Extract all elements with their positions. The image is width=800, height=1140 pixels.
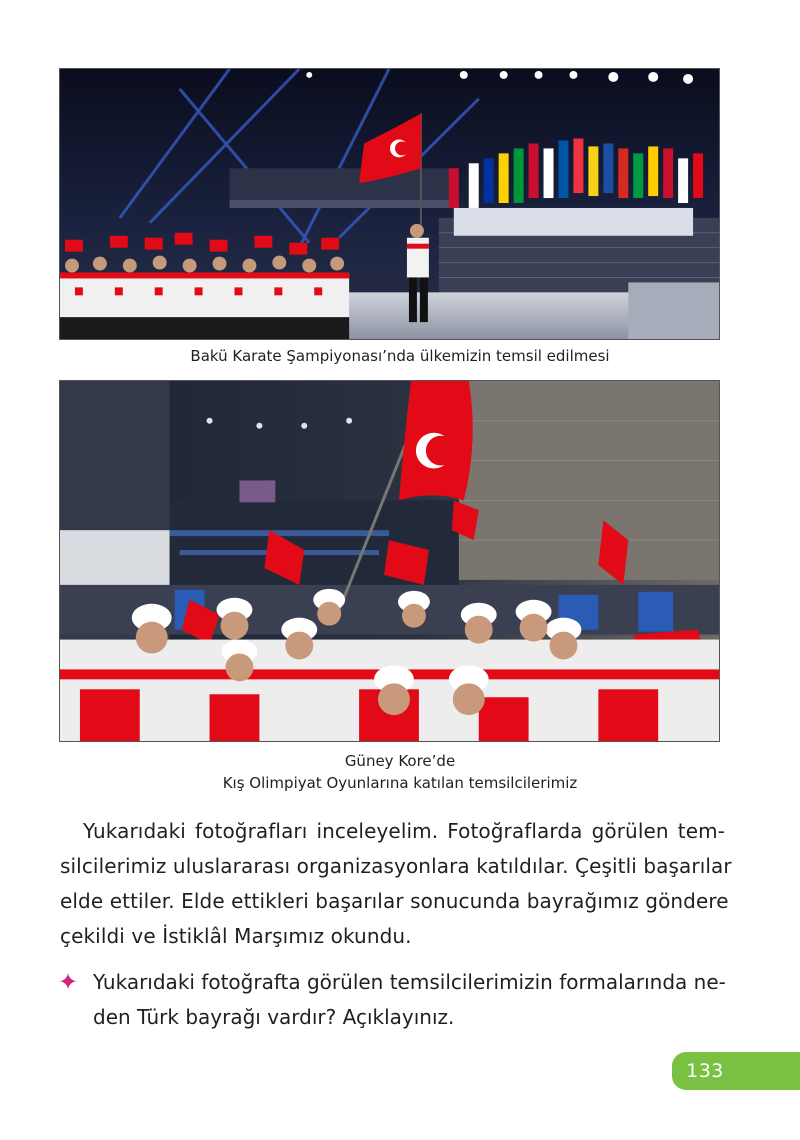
photo-baku-karate-ceremony — [59, 68, 720, 340]
figure-1-caption: Bakü Karate Şampiyonası’nda ülkemizin temsil edilmesi — [190, 347, 610, 365]
figure-2-caption-line-1: Güney Kore’de — [344, 752, 456, 770]
body-paragraph — [60, 814, 732, 954]
body-paragraph-line: Yukarıdaki fotoğrafları inceleyelim. Fotoğraflarda görülen tem- — [83, 819, 725, 843]
body-paragraph-line: silcilerimiz uluslararası organizasyonlara katıldılar. Çeşitli başarılar — [60, 854, 732, 878]
body-paragraph-line: elde ettiler. Elde ettikleri başarılar sonucunda bayrağımız göndere — [60, 889, 729, 913]
question-line: Yukarıdaki fotoğrafta görülen temsilcilerimizin formalarında ne- — [93, 970, 726, 994]
body-paragraph-line: çekildi ve İstiklâl Marşımız okundu. — [60, 924, 412, 948]
question-star-icon: ✦ — [58, 968, 79, 996]
page-number: 133 — [686, 1060, 724, 1082]
question-line: den Türk bayrağı vardır? Açıklayınız. — [93, 1005, 455, 1029]
figure-2-caption-line-2: Kış Olimpiyat Oyunlarına katılan temsilcilerimiz — [222, 774, 578, 792]
photo-winter-olympics-team — [59, 380, 720, 742]
question-text — [93, 965, 725, 1035]
